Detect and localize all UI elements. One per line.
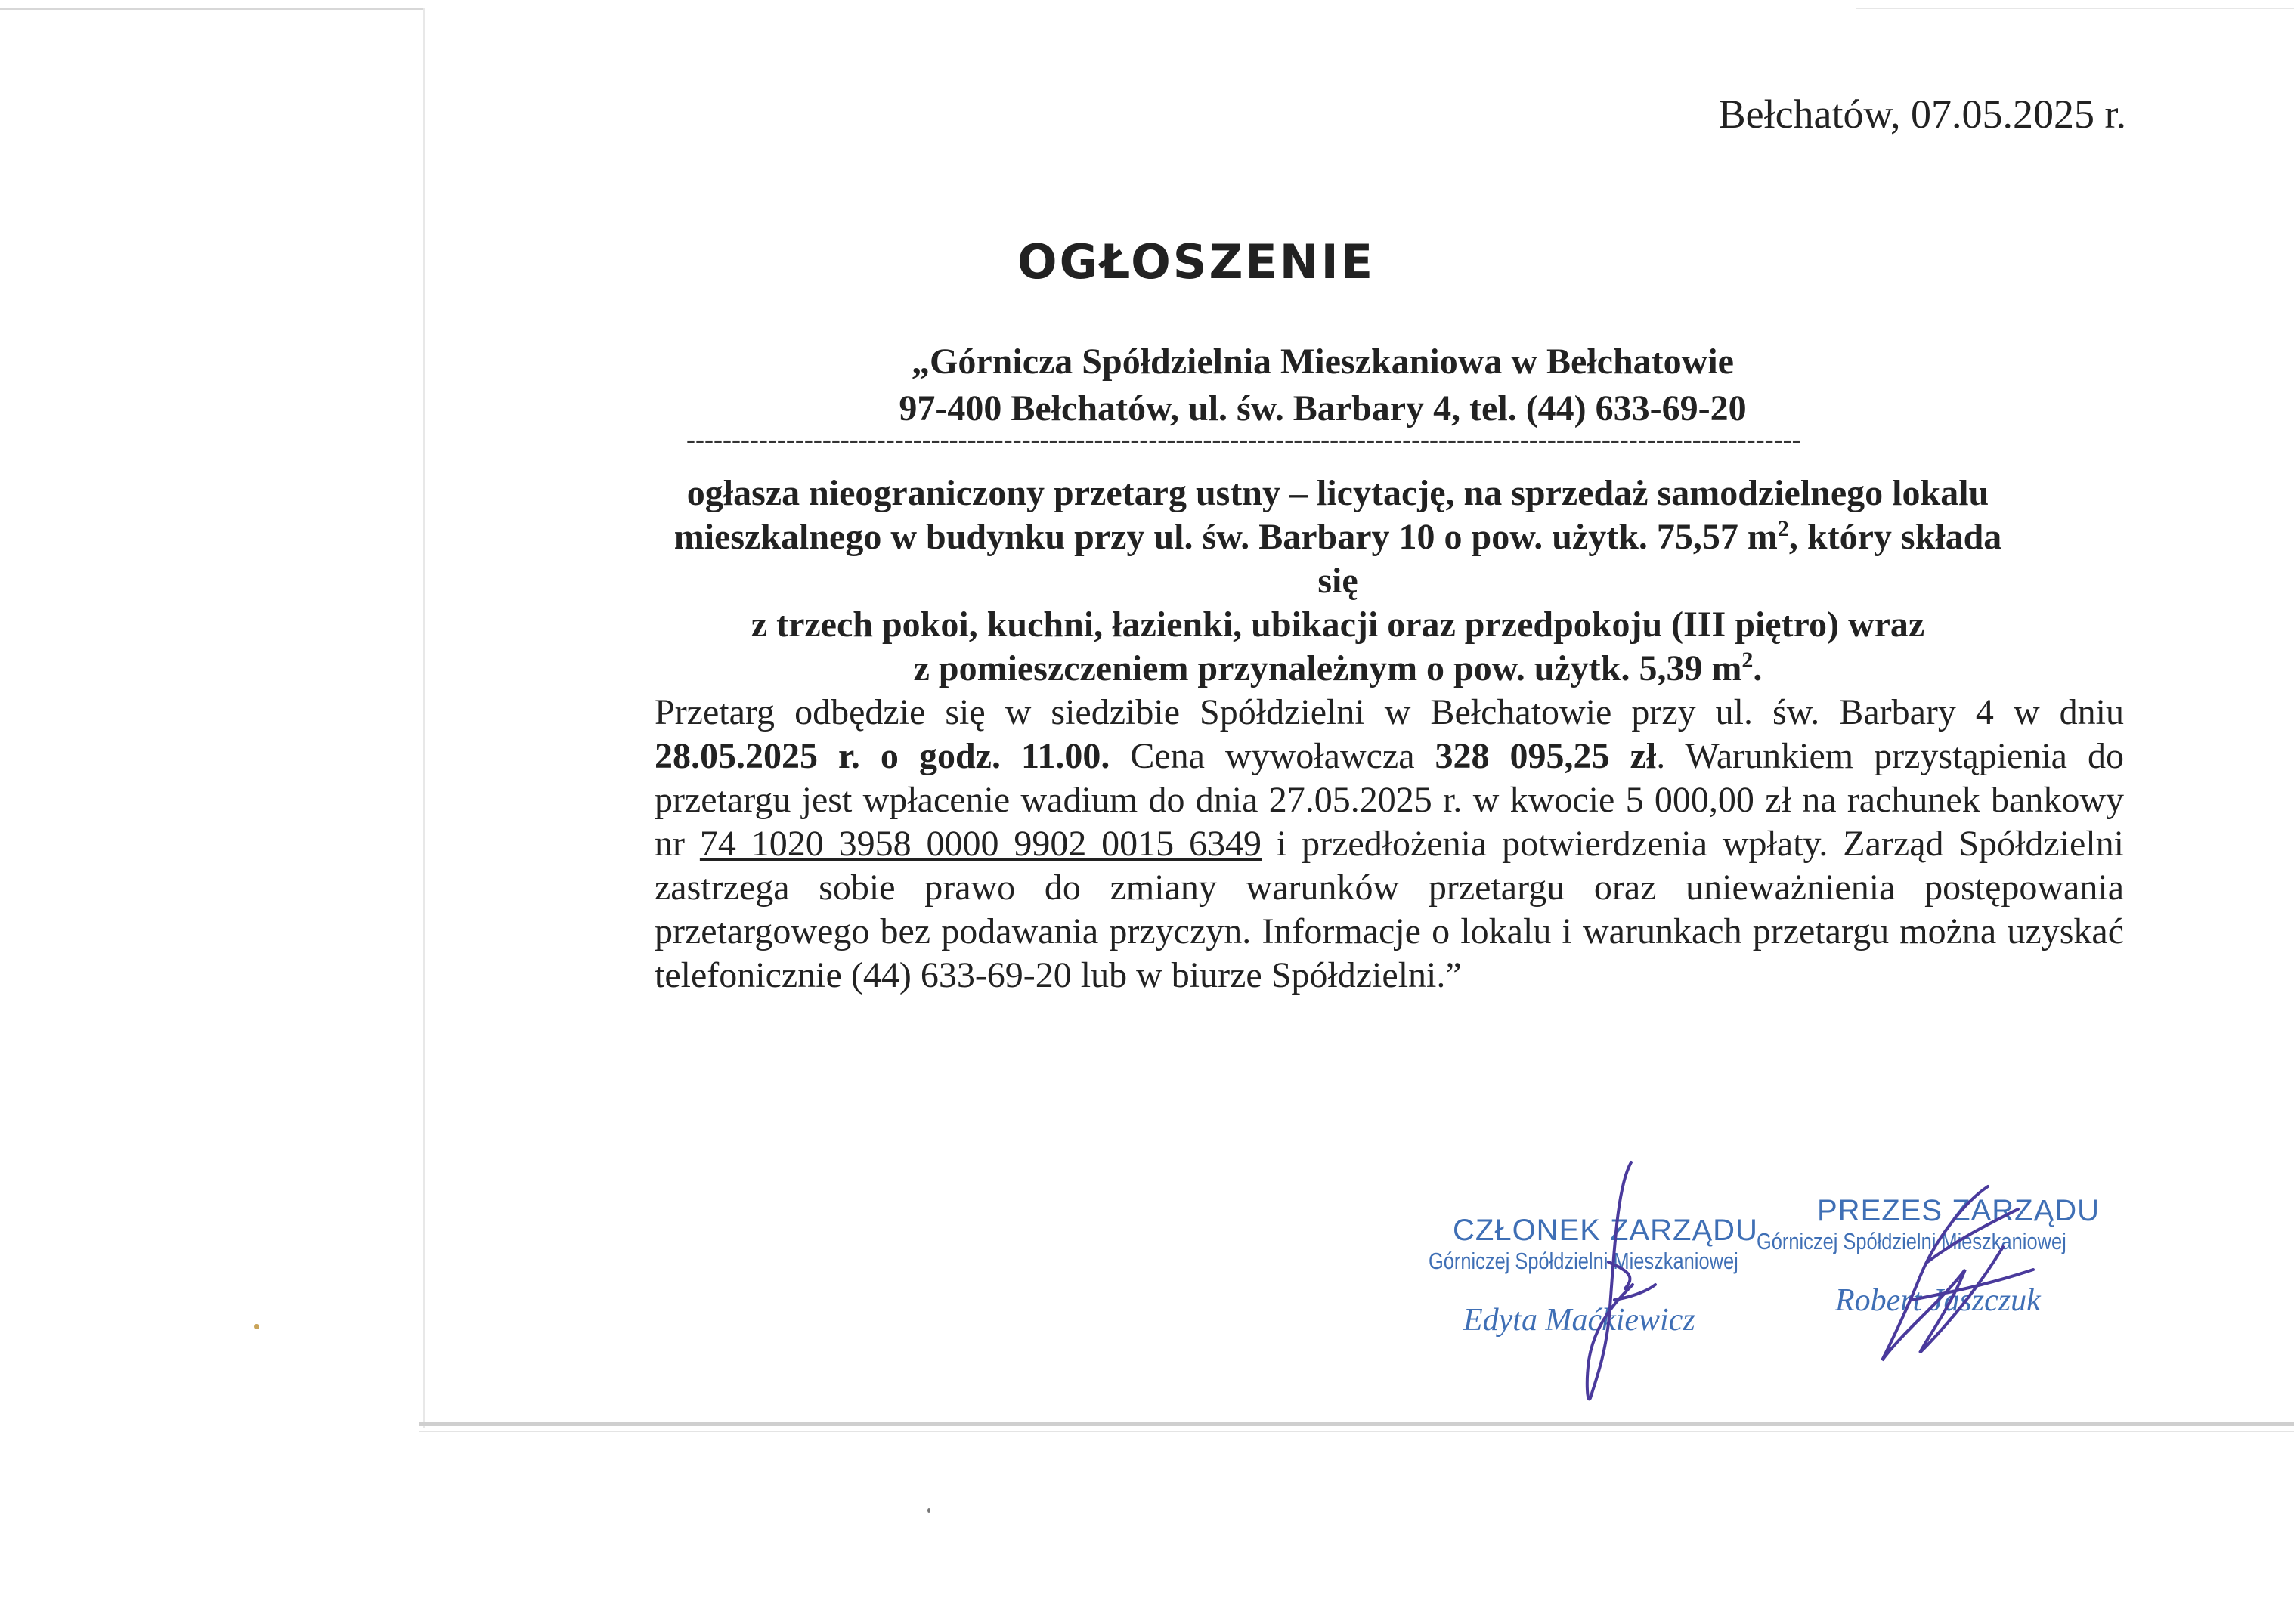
announcement-block [650,472,2026,691]
tender-details-paragraph [655,691,2124,998]
stamp-person-name: Robert Jaszczuk [1835,1283,2041,1318]
cooperative-header [605,339,2041,432]
header-separator: --------------------------------------------------------------------------------------------------------------------------- [686,424,1801,454]
paper-speck [254,1324,259,1329]
announcement-line-2-rest: , który składa się [1317,517,2002,601]
announcement-line-2 [650,515,2026,603]
document-title [0,234,2294,289]
signature-president [1837,1179,2063,1375]
announcement-line-3: z trzech pokoi, kuchni, łazienki, ubikacji oraz przedpokoju (III piętro) wraz [751,605,1925,645]
announcement-line-4-rest: . [1753,648,1763,688]
announcement-line-1: ogłasza nieograniczony przetarg ustny – licytację, na sprzedaż samodzielnego lokalu [686,473,1989,513]
stamp-role: PREZES ZARZĄDU [1817,1194,2101,1227]
title-text: OGŁOSZENIE [1017,234,1376,289]
stamp-organization: Górniczej Spółdzielni Mieszkaniowej [1429,1248,1738,1274]
paper-edge-left [423,8,425,1428]
body-text-4: i przedłożenia potwierdzenia wpłaty. Zarząd Spółdzielni zastrzega sobie prawo do zmiany warunków przetargu oraz unieważnienia postępowania przetargowego bez podawania przyczyn. Informacje o lokalu i warunkach przetargu można uzyskać telefonicznie (44) 633-69-20 lub w biurze Spółdzielni.” [655,824,2125,995]
document-date: Bełchatów, 07.05.2025 r. [1718,91,2126,137]
stamp-person-name: Edyta Maćkiewicz [1463,1303,1695,1338]
starting-price: 328 095,25 zł [1435,736,1657,776]
announcement-line-4-text: z pomieszczeniem przynależnym o pow. użytk. 5,39 m [913,648,1742,688]
tender-date-time: 28.05.2025 r. o godz. 11.00. [655,736,1110,776]
header-line-name: „Górnicza Spółdzielnia Mieszkaniowa w Bełchatowie [912,342,1734,382]
paper-edge-top [0,8,423,10]
signature-stroke [1587,1162,1655,1399]
paper-edge-bottom-shadow [419,1431,2294,1432]
announcement-line-2-text: mieszkalnego w budynku przy ul. św. Barbary 10 o pow. użytk. 75,57 m [673,517,1778,557]
body-text-2: Cena wywoławcza [1110,736,1435,776]
announcement-line-4 [650,647,2026,691]
paper-speck [927,1508,930,1513]
body-text-1: Przetarg odbędzie się w siedzibie Spółdzielni w Bełchatowie przy ul. św. Barbary 4 w dniu [655,692,2124,732]
signature-stroke [1882,1186,2033,1360]
stamp-role: CZŁONEK ZARZĄDU [1453,1214,1758,1247]
paper-edge-top-right [1856,8,2294,9]
bank-account-number: 74 1020 3958 0000 9902 0015 6349 [699,824,1262,864]
header-line-address: 97-400 Bełchatów, ul. św. Barbary 4, tel. (44) 633-69-20 [899,388,1747,428]
stamp-organization: Górniczej Spółdzielni Mieszkaniowej [1757,1228,2066,1254]
paper-edge-bottom [419,1422,2294,1426]
body-text-3: . Warunkiem przystąpienia do przetargu jest wpłacenie wadium do dnia 27.05.2025 r. w kwocie 5 000,00 zł na rachunek bankowy nr [655,736,2124,864]
signature-board-member [1542,1156,1678,1406]
superscript-2: 2 [1741,648,1754,673]
superscript-2: 2 [1777,516,1789,541]
